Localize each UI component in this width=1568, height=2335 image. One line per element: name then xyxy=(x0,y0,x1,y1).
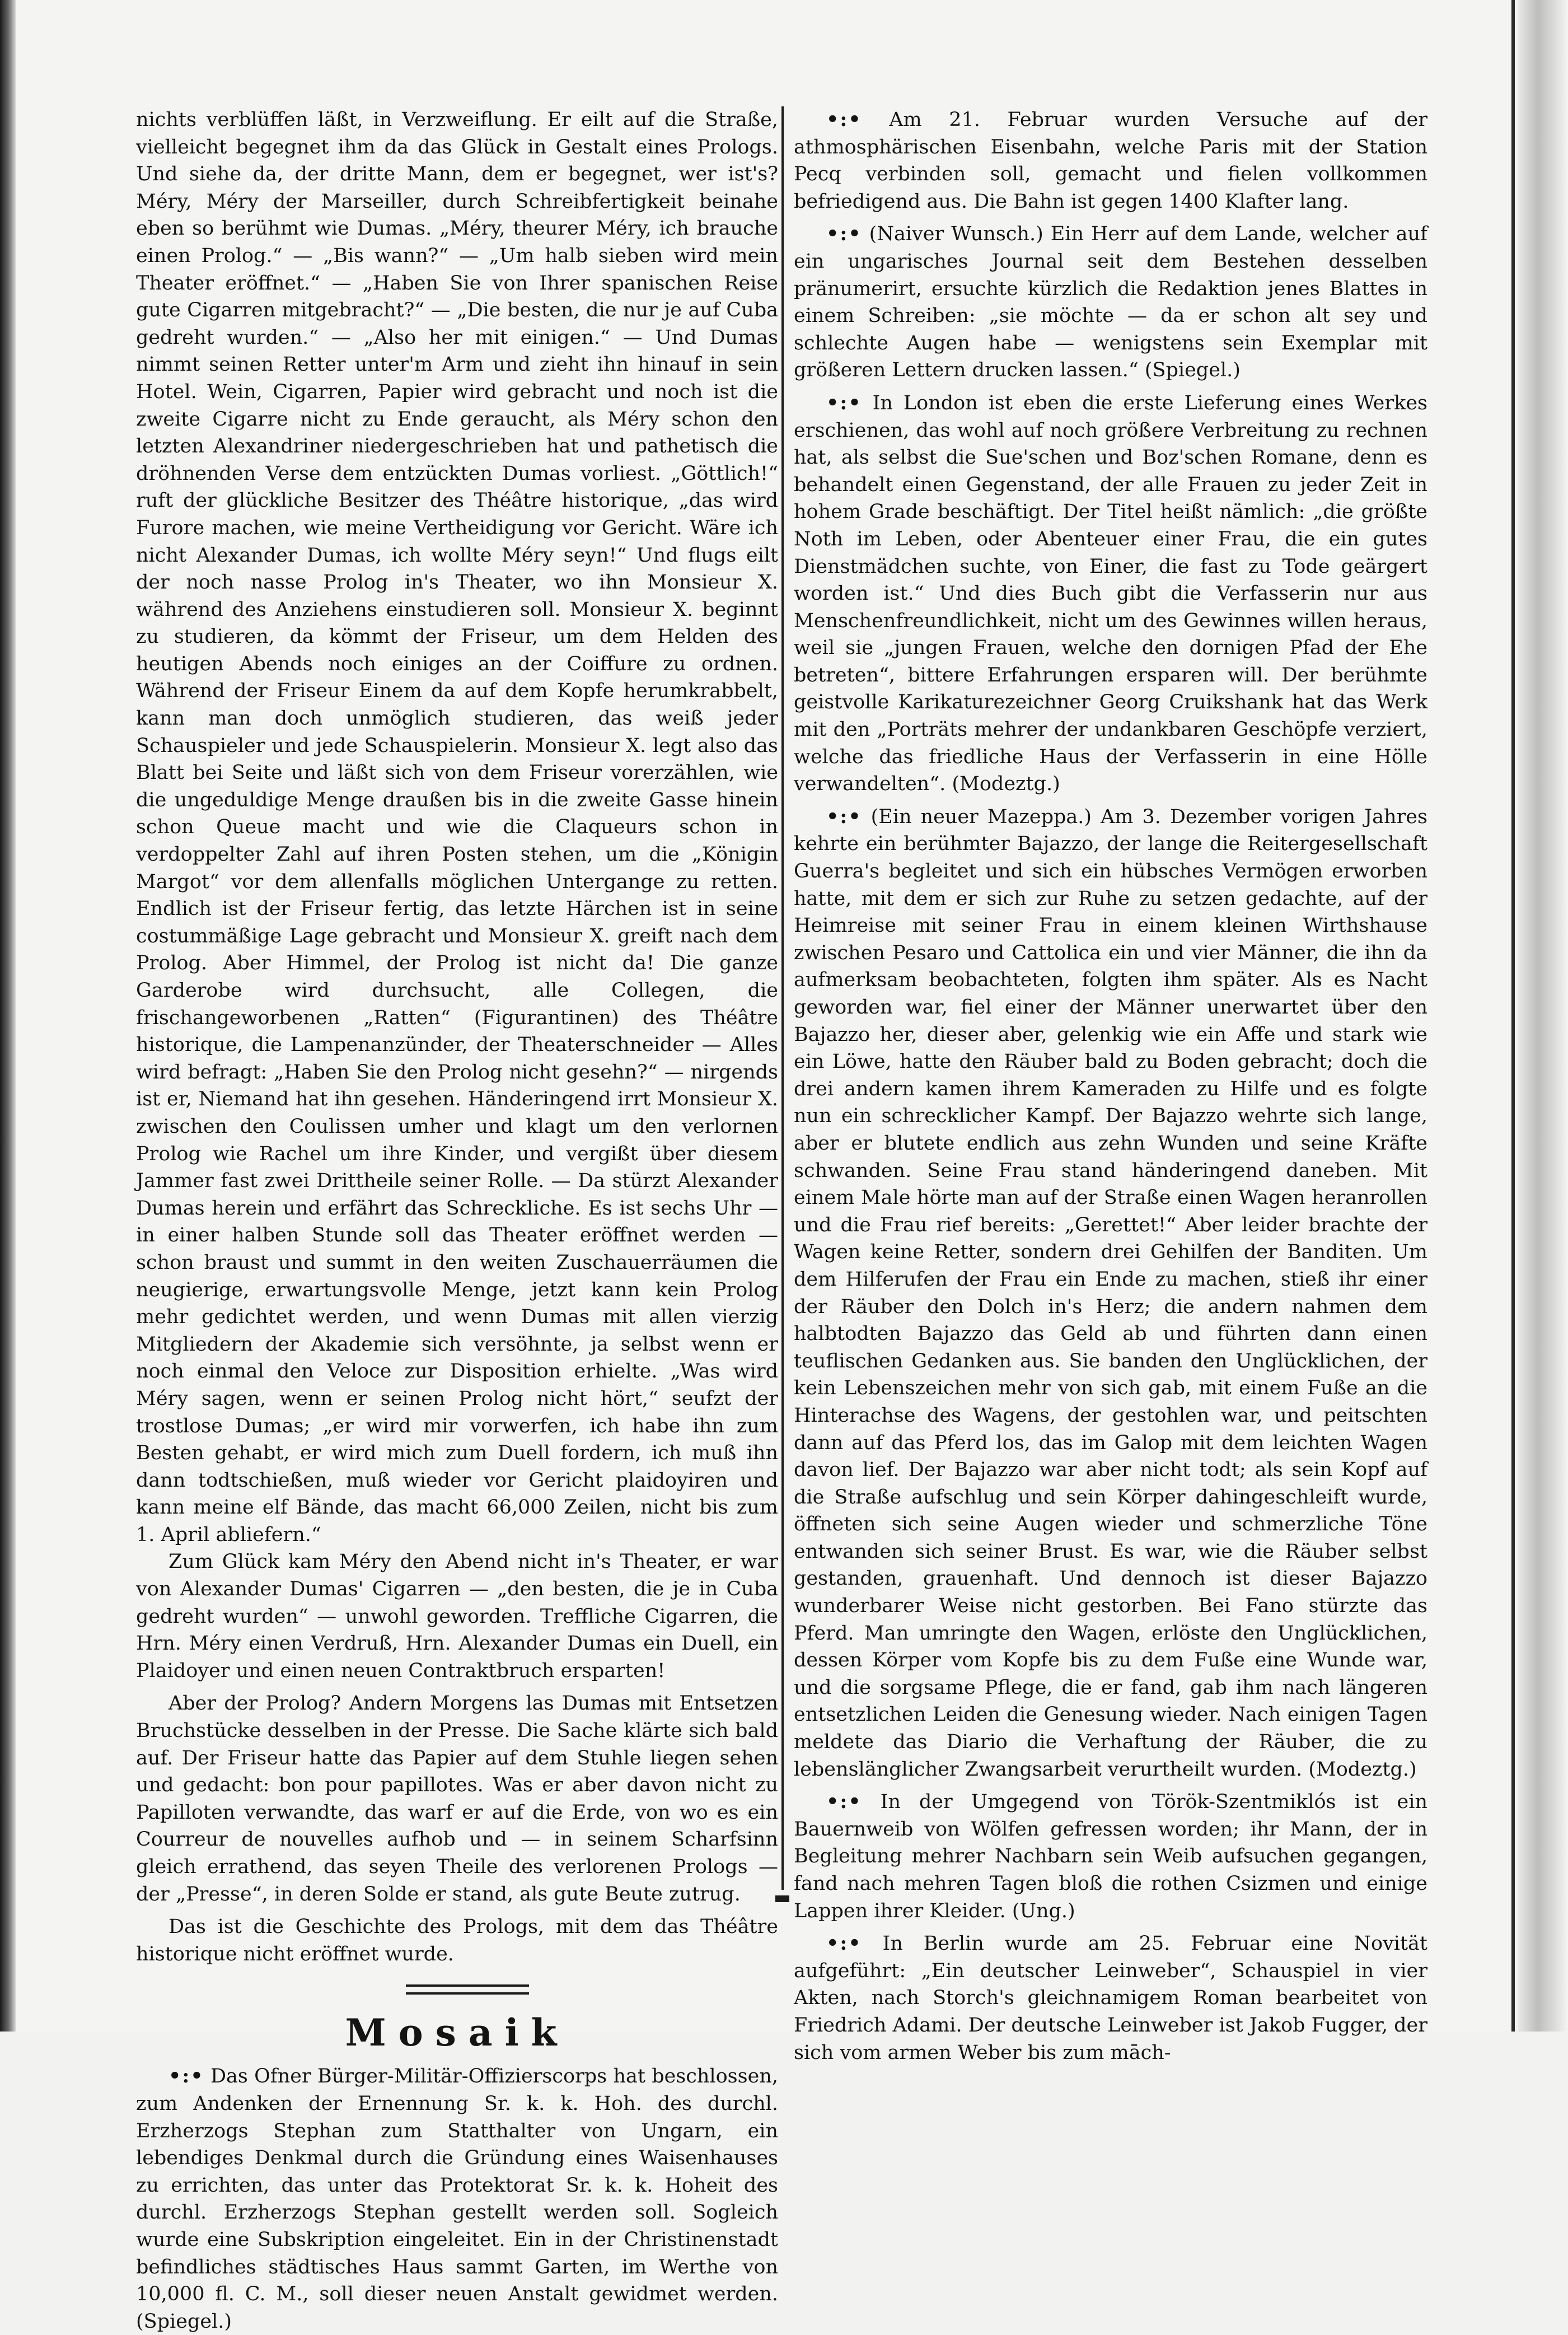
mosaic-item xyxy=(794,804,1427,1783)
section-title: Mosaik xyxy=(345,2011,569,2055)
mosaic-item-text: (Ein neuer Mazeppa.) Am 3. Dezember vorigen Jahres kehrte ein berühmter Bajazzo, der lange die Reitergesellschaft Guerra's begleitet und sich ein hübsches Vermögen erworben hatte, mit dem er sich zur Ruhe zu setzen gedachte, auf der Heimreise mit seiner Frau in einem kleinen Wirthshause zwischen Pesaro und Cattolica ein und vier Männer, die ihn da aufmerksam beobachteten, folgten ihm später. Als es Nacht geworden war, fiel einer der Männer unerwartet über den Bajazzo her, dieser aber, gelenkig wie ein Affe und stark wie ein Löwe, hatte den Räuber bald zu Boden gebracht; doch die drei andern kamen ihrem Kameraden zu Hilfe und es folgte nun ein schrecklicher Kampf. Der Bajazzo wehrte sich lange, aber er blutete endlich aus zehn Wunden und seine Kräfte schwanden. Seine Frau stand händeringend daneben. Mit einem Male hörte man auf der Straße einen Wagen heranrollen und die Frau rief bereits: „Gerettet!“ Aber leider brachte der Wagen keine Retter, sondern drei Gehilfen der Banditen. Um dem Hilferufen der Frau ein Ende zu machen, stieß ihr einer der Räuber den Dolch in's Herz; die andern nahmen dem halbtodten Bajazzo das Geld ab und führten dann einen teuflischen Gedanken aus. Sie banden den Unglücklichen, der kein Lebenszeichen mehr von sich gab, mit einem Fuße an die Hinterachse des Wagens, der gestohlen war, und peitschten dann auf das Pferd los, das im Galop mit dem leichten Wagen davon lief. Der Bajazzo war aber nicht todt; als sein Kopf auf die Straße aufschlug und sein Körper dahingeschleift wurde, öffneten sich seine Augen wieder und schmerzliche Töne entwanden sich seiner Brust. Es war, wie die Räuber selbst gestanden, grauenhaft. Und dennoch ist dieser Bajazzo wunderbarer Weise nicht gestorben. Bei Fano stürzte das Pferd. Man umringte den Wagen, erlöste den Unglücklichen, dessen Körper vom Kopfe bis zu dem Fuße eine Wunde war, und die sorgsame Pflege, die er fand, gab ihm nach längeren entsetzlichen Leiden die Genesung wieder. Nach einigen Tagen meldete das Diario die Verhaftung der Räuber, die zu lebenslänglicher Zwangsarbeit verurtheilt wurden. (Modeztg.) xyxy=(794,805,1427,1781)
right-column xyxy=(794,106,1427,2066)
mosaic-item xyxy=(794,1930,1427,2066)
double-rule xyxy=(406,1984,529,1995)
bullet-glyph: •:• xyxy=(826,391,862,414)
mosaic-item xyxy=(794,390,1427,798)
bullet-glyph: •:• xyxy=(826,1790,862,1814)
mosaic-item-text: (Naiver Wunsch.) Ein Herr auf dem Lande, welcher auf ein ungarisches Journal seit dem Bestehen desselben pränumerirt, ersuchte kürzlich die Redaktion jenes Blattes in einem Schreiben: „sie möchte — da er schon alt sey und schlechte Augen habe — wenigstens sein Exemplar mit größeren Lettern drucken lassen.“ (Spiegel.) xyxy=(794,223,1427,382)
column-divider xyxy=(781,106,784,1890)
scan-left-edge xyxy=(0,0,16,2032)
mosaic-item-text: In Berlin wurde am 25. Februar eine Novität aufgeführt: „Ein deutscher Leinweber“, Schauspiel in vier Akten, nach Storch's gleichnamigem Roman bearbeitet von Friedrich Adami. Der deutsche Leinweber ist Jakob Fugger, der sich vom armen Weber bis zum māch- xyxy=(794,1932,1427,2064)
mosaic-item-text: In der Umgegend von Török-Szentmiklós ist ein Bauernweib von Wölfen gefressen worden; ihr Mann, der in Begleitung mehrer Nachbarn sein Weib aufsuchen gegangen, fand nach mehren Tagen bloß die rothen Csizmen und einige Lappen ihrer Kleider. (Ung.) xyxy=(794,1791,1427,1922)
bullet-glyph: •:• xyxy=(826,805,862,828)
article-paragraph: Aber der Prolog? Andern Morgens las Dumas mit Entsetzen Bruchstücke desselben in der Presse. Die Sache klärte sich bald auf. Der Friseur hatte das Papier auf dem Stuhle liegen sehen und gedacht: bon pour papillotes. Was er aber davon nicht zu Papilloten verwandte, das warf er auf die Erde, von wo es ein Courreur de nouvelles aufhob und — in seinem Scharfsinn gleich errathend, das seyen Theile des verlorenen Prologs — der „Presse“, in deren Solde er stand, als gute Beute zutrug. xyxy=(136,1692,778,1906)
mosaic-item xyxy=(136,2063,778,2335)
column-divider-foot xyxy=(775,1895,789,1902)
mosaic-item xyxy=(794,106,1427,215)
bullet-glyph: •:• xyxy=(826,108,862,131)
scan-right-edge xyxy=(1518,0,1568,2032)
article-paragraph: Das ist die Geschichte des Prologs, mit dem das Théâtre historique nicht eröffnet wurde. xyxy=(136,1916,778,1965)
mosaic-item-text: In London ist eben die erste Lieferung eines Werkes erschienen, das wohl auf noch größere Verbreitung zu rechnen hat, als selbst die Sue'schen und Boz'schen Romane, denn es behandelt einen Gegenstand, der alle Frauen zu jeder Zeit in hohem Grade beschäftigt. Der Titel heißt nämlich: „die größte Noth im Leben, oder Abenteuer einer Frau, die ein gutes Dienstmädchen suchte, von Einer, die fast zu Tode geärgert worden ist.“ Und dies Buch gibt die Verfasserin nur aus Menschenfreundlichkeit, nicht um des Gewinnes willen heraus, weil sie „jungen Frauen, welche den dornigen Pfad der Ehe betreten“, bittere Erfahrungen ersparen will. Der berühmte geistvolle Karikaturezeichner Georg Cruikshank hat das Werk mit den „Porträts mehrer der undankbaren Geschöpfe verziert, welche das friedliche Haus der Verfasserin in eine Hölle verwandelten“. (Modeztg.) xyxy=(794,391,1427,796)
mosaic-item-text: Das Ofner Bürger-Militär-Offizierscorps hat beschlossen, zum Andenken der Ernennung Sr. k. k. Hoh. des durchl. Erzherzogs Stephan zum Statthalter von Ungarn, ein lebendiges Denkmal durch die Gründung eines Waisenhauses zu errichten, das unter das Protektorat Sr. k. k. Hoheit des durchl. Erzherzogs Stephan gestellt werden soll. Sogleich wurde eine Subskription eingeleitet. Ein in der Christinenstadt befindliches städtisches Haus sammt Garten, im Werthe von 10,000 fl. C. M., soll dieser neuen Anstalt gewidmet werden. (Spiegel.) xyxy=(136,2065,778,2333)
section-separator xyxy=(136,1968,778,2007)
left-column xyxy=(136,106,778,2335)
bullet-glyph: •:• xyxy=(826,222,862,246)
bullet-glyph: •:• xyxy=(168,2065,204,2088)
article-paragraph: Zum Glück kam Méry den Abend nicht in's Theater, er war von Alexander Dumas' Cigarren — „den besten, die je in Cuba gedreht wurden“ — unwohl geworden. Treffliche Cigarren, die Hrn. Méry einen Verdruß, Hrn. Alexander Dumas ein Duell, ein Plaidoyer und einen neuen Contraktbruch ersparten! xyxy=(136,1551,778,1682)
mosaic-item xyxy=(794,221,1427,384)
scan-right-edge-line xyxy=(1511,0,1515,2032)
bullet-glyph: •:• xyxy=(826,1932,862,1955)
mosaic-item-text: Am 21. Februar wurden Versuche auf der athmosphärischen Eisenbahn, welche Paris mit der Station Pecq verbinden soll, gemacht und fielen vollkommen befriedigend aus. Die Bahn ist gegen 1400 Klafter lang. xyxy=(794,109,1427,213)
mosaic-item xyxy=(794,1788,1427,1925)
article-paragraph: nichts verblüffen läßt, in Verzweiflung. Er eilt auf die Straße, vielleicht begegnet ihm da das Glück in Gestalt eines Prologs. Und siehe da, der dritte Mann, dem er begegnet, wer ist's? Méry, Méry der Marseiller, durch Schreibfertigkeit beinahe eben so berühmt wie Dumas. „Méry, theurer Méry, ich brauche einen Prolog.“ — „Bis wann?“ — „Um halb sieben wird mein Theater eröffnet.“ — „Haben Sie von Ihrer spanischen Reise gute Cigarren mitgebracht?“ — „Die besten, die nur je auf Cuba gedreht wurden.“ — „Also her mit einigen.“ — Und Dumas nimmt seinen Retter unter'm Arm und zieht ihn hinauf in sein Hotel. Wein, Cigarren, Papier wird gebracht und noch ist die zweite Cigarre nicht zu Ende geraucht, als Méry schon den letzten Alexandriner niedergeschrieben hat und pathetisch die dröhnenden Verse dem entzückten Dumas vorliest. „Göttlich!“ ruft der glückliche Besitzer des Théâtre historique, „das wird Furore machen, wie meine Vertheidigung vor Gericht. Wäre ich nicht Alexander Dumas, ich wollte Méry seyn!“ Und flugs eilt der noch nasse Prolog in's Theater, wo ihn Monsieur X. während des Anziehens einstudieren soll. Monsieur X. beginnt zu studieren, da kömmt der Friseur, um dem Helden des heutigen Abends noch einiges an der Coiffure zu ordnen. Während der Friseur Einem da auf dem Kopfe herumkrabbelt, kann man doch unmöglich studieren, das weiß jeder Schauspieler und jede Schauspielerin. Monsieur X. legt also das Blatt bei Seite und läßt sich von dem Friseur vorerzählen, wie die ungeduldige Menge draußen bis in die zweite Gasse hinein schon Queue macht und wie die Claqueurs schon in verdoppelter Zahl auf ihren Posten stehen, um die „Königin Margot“ vor dem allenfalls möglichen Untergange zu retten. Endlich ist der Friseur fertig, das letzte Härchen ist in seine costummäßige Lage gebracht und Monsieur X. greift nach dem Prolog. Aber Himmel, der Prolog ist nicht da! Die ganze Garderobe wird durchsucht, alle Collegen, die frischangeworbenen „Ratten“ (Figurantinen) des Théâtre historique, die Lampenanzünder, der Theaterschneider — Alles wird befragt: „Haben Sie den Prolog nicht gesehn?“ — nirgends ist er, Niemand hat ihn gesehen. Händeringend irrt Monsieur X. zwischen den Coulissen umher und klagt um den verlornen Prolog wie Rachel um ihre Kinder, und vergißt über diesem Jammer fast zwei Drittheile seiner Rolle. — Da stürzt Alexander Dumas herein und erfährt das Schreckliche. Es ist sechs Uhr — in einer halben Stunde soll das Theater eröffnet werden — schon braust und summt in den weiten Zuschauerräumen die neugierige, erwartungsvolle Menge, jetzt kann kein Prolog mehr gedichtet werden, und wenn Dumas mit allen vierzig Mitgliedern der Akademie sich versöhnte, ja selbst wenn er noch einmal den Veloce zur Disposition erhielte. „Was wird Méry sagen, wenn er seinen Prolog nicht hört,“ seufzt der trostlose Dumas; „er wird mir vorwerfen, ich habe ihn zum Besten gehabt, er wird mich zum Duell fordern, ich muß ihn dann todtschießen, muß wieder vor Gericht plaidoyiren und kann meine elf Bände, das macht 66,000 Zeilen, nicht bis zum 1. April abliefern.“ xyxy=(136,109,778,1546)
